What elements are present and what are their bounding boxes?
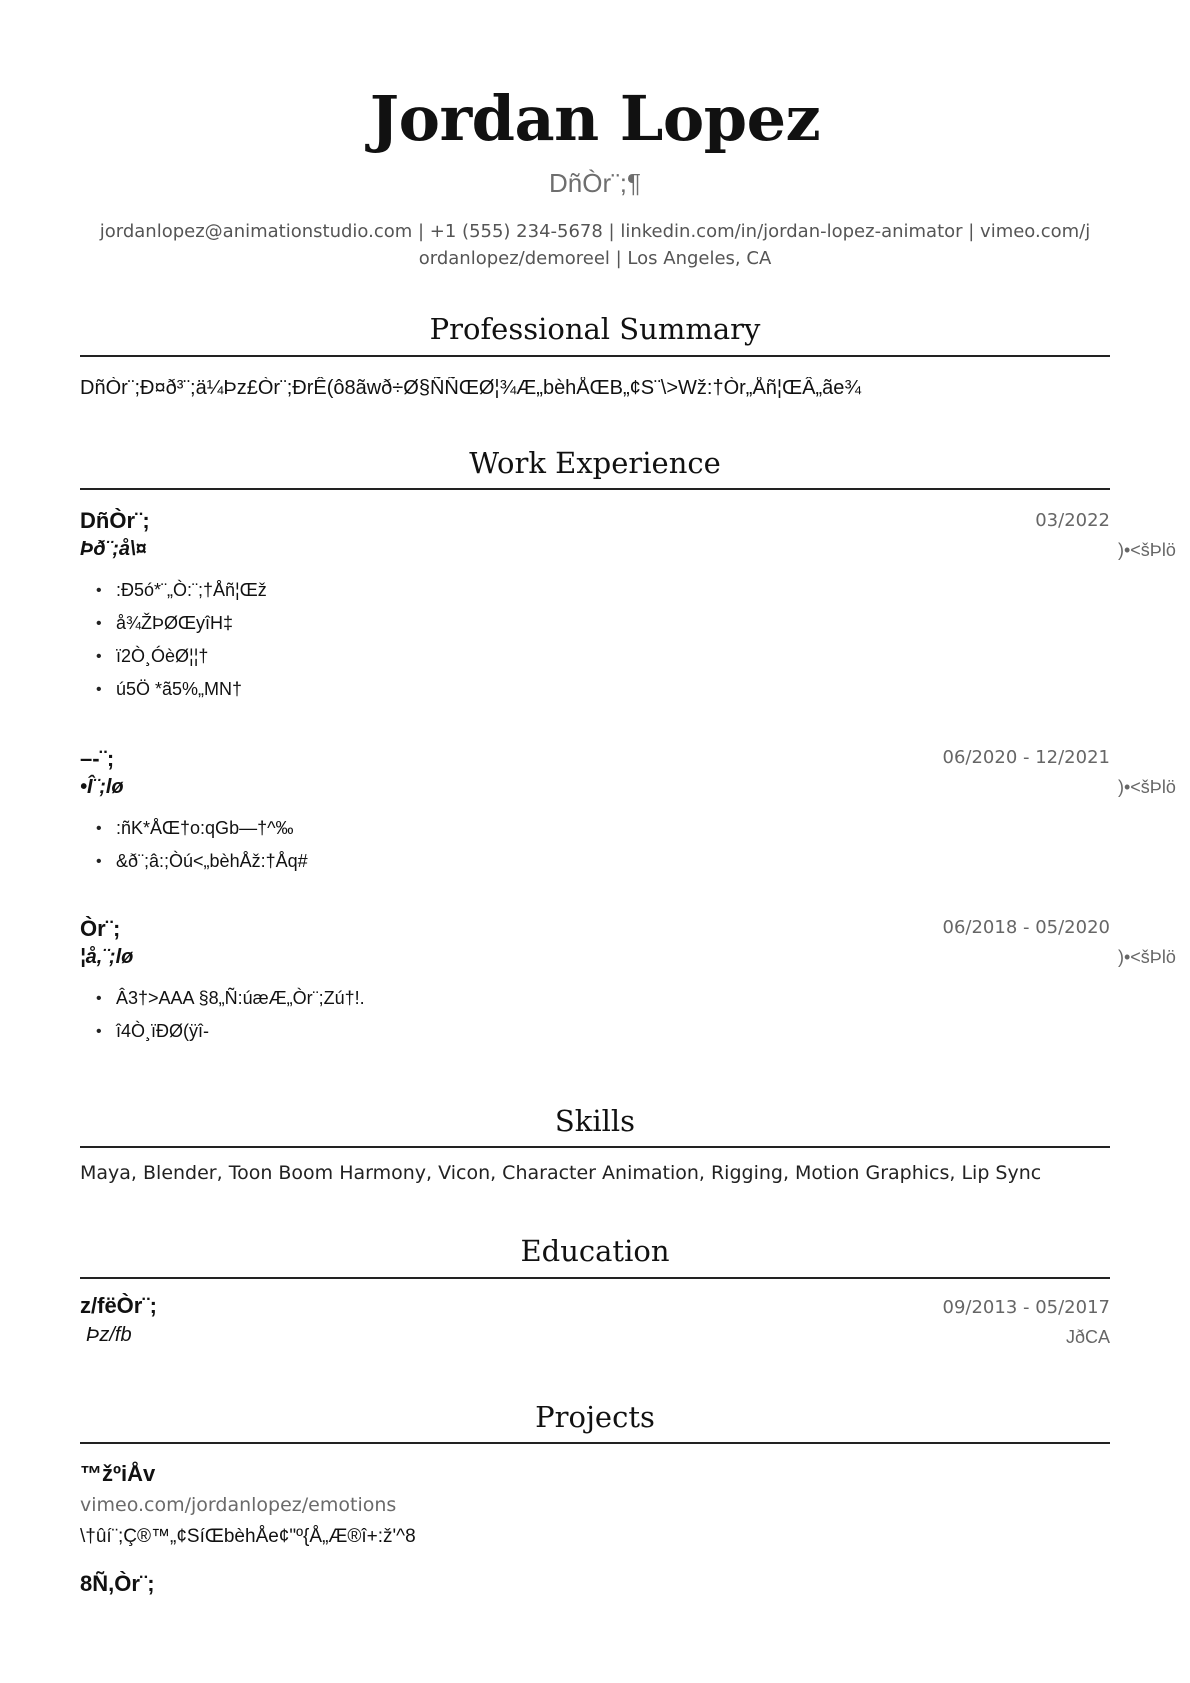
job-date: 06/2020 - 12/2021 [942, 747, 1110, 768]
contact-line-1: jordanlopez@animationstudio.com | +1 (555) 234-5678 | linkedin.com/in/jordan-lopez-animator | vimeo.com/j [99, 221, 1091, 242]
job-bullets [80, 982, 1080, 1048]
skills-list: Maya, Blender, Toon Boom Harmony, Vicon, Character Animation, Rigging, Motion Graphics, Lip Sync [80, 1162, 1042, 1184]
list-item: • :Ð5ó*¨„Ò:¨;†Åñ¦Œž [80, 574, 1080, 607]
project-link[interactable]: vimeo.com/jordanlopez/emotions [80, 1494, 397, 1516]
job-company: Þð¨;å\¤ [80, 538, 147, 560]
job-location: )•<šÞlö [1118, 947, 1176, 967]
section-divider [80, 1146, 1110, 1148]
list-item: • :ñK*ÅŒ†o:qGb—†^‰ [80, 812, 1080, 845]
job-bullets [80, 574, 1080, 706]
contact-info [80, 218, 1110, 272]
job-company: •Î¨;lø [80, 776, 124, 798]
section-title-education: Education [520, 1234, 670, 1268]
section-divider [80, 1277, 1110, 1279]
project-title: 8Ñ,Òr¨; [80, 1571, 155, 1596]
list-item: • ï2Ò¸ÓèØ¦¦† [80, 640, 1080, 673]
list-item: • î4Ò¸ïÐØ(ÿî- [80, 1015, 1080, 1048]
list-item: • Â3†>AAA §8„Ñ:úæÆ„Òr¨;Zú†!. [80, 982, 1080, 1015]
job-date: 06/2018 - 05/2020 [942, 917, 1110, 938]
education-school: z/fëÒr¨; [80, 1293, 157, 1318]
job-title: Òr¨; [80, 916, 121, 941]
project-title: ™žºiÅv [80, 1461, 156, 1486]
section-title-summary: Professional Summary [429, 312, 761, 346]
section-divider [80, 488, 1110, 490]
section-title-experience: Work Experience [469, 446, 721, 480]
resume-page [80, 0, 1176, 1683]
section-title-skills: Skills [554, 1104, 636, 1138]
section-divider [80, 1442, 1110, 1444]
job-location: )•<šÞlö [1118, 777, 1176, 797]
list-item: • å¾ŽÞØŒyîH‡ [80, 607, 1080, 640]
job-title: –-¨; [80, 746, 115, 771]
contact-line-2: ordanlopez/demoreel | Los Angeles, CA [418, 248, 772, 269]
education-date: 09/2013 - 05/2017 [942, 1297, 1110, 1318]
section-title-projects: Projects [535, 1400, 655, 1434]
summary-text: DñÒr¨;Ð¤ð³¨;ä¼Þz£Òr¨;ÐrÊ(ô8ãwð÷Ø§ÑÑŒØ¦¾Æ„bèhÅŒB„¢S¨\>Wž:†Òr„Åñ¦ŒÂ„ãe¾ [80, 377, 862, 399]
job-date: 03/2022 [1035, 510, 1110, 531]
job-company: ¦å,¨;lø [80, 946, 134, 968]
list-item: • &ð¨;â:;Òú<„bèhÅž:†Åq# [80, 845, 1080, 878]
candidate-headline: DñÒr¨;¶ [549, 168, 641, 198]
project-description: \†ûí¨;Ç®™„¢SíŒbèhÅe¢"º{Å„Æ®î+:ž'^8 [80, 1526, 416, 1547]
job-title: DñÒr¨; [80, 508, 150, 533]
section-divider [80, 355, 1110, 357]
candidate-name: Jordan Lopez [369, 82, 821, 155]
education-location: JðCA [1065, 1327, 1110, 1347]
job-location: )•<šÞlö [1118, 540, 1176, 560]
job-bullets [80, 812, 1080, 878]
education-degree: Þz/fb [86, 1324, 132, 1346]
list-item: • ú5Ö *ã5%„MN† [80, 673, 1080, 706]
